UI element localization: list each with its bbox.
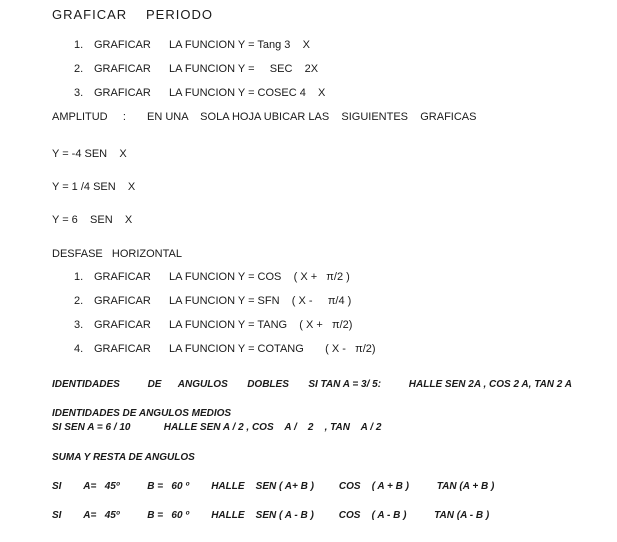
list-command: GRAFICAR <box>94 271 151 283</box>
list-number: 1. <box>74 271 84 283</box>
suma-resta-title: SUMA Y RESTA DE ANGULOS <box>52 452 195 463</box>
list-number: 3. <box>74 87 84 99</box>
suma-resta-row-2: SI A= 45º B = 60 º HALLE SEN ( A - B ) COS ( A - B ) TAN (A - B ) <box>52 510 490 521</box>
identidades-doubles-line: IDENTIDADES DE ANGULOS DOBLES SI TAN A = 3/ 5: HALLE SEN 2A , COS 2 A, TAN 2 A <box>52 379 572 390</box>
amplitud-equation-1: Y = -4 SEN X <box>52 148 127 160</box>
list-item-text: LA FUNCION Y = COTANG ( X - π/2) <box>169 343 376 355</box>
list-number: 4. <box>74 343 84 355</box>
amplitud-instruction: EN UNA SOLA HOJA UBICAR LAS SIGUIENTES GRAFICAS <box>147 111 477 123</box>
amplitud-equation-2: Y = 1 /4 SEN X <box>52 181 136 193</box>
list-item-text: LA FUNCION Y = COS ( X + π/2 ) <box>169 271 350 283</box>
list-number: 3. <box>74 319 84 331</box>
suma-resta-row-1: SI A= 45º B = 60 º HALLE SEN ( A+ B ) COS ( A + B ) TAN (A + B ) <box>52 481 495 492</box>
identidades-medios-line: SI SEN A = 6 / 10 HALLE SEN A / 2 , COS A / 2 , TAN A / 2 <box>52 422 382 433</box>
list-item-text: LA FUNCION Y = Tang 3 X <box>169 39 310 51</box>
list-item-text: LA FUNCION Y = COSEC 4 X <box>169 87 326 99</box>
list-number: 1. <box>74 39 84 51</box>
list-command: GRAFICAR <box>94 63 151 75</box>
list-item-text: LA FUNCION Y = SFN ( X - π/4 ) <box>169 295 352 307</box>
amplitud-label: AMPLITUD : <box>52 111 126 123</box>
list-item-text: LA FUNCION Y = TANG ( X + π/2) <box>169 319 353 331</box>
list-command: GRAFICAR <box>94 39 151 51</box>
amplitud-equation-3: Y = 6 SEN X <box>52 214 133 226</box>
desfase-title: DESFASE HORIZONTAL <box>52 248 182 260</box>
list-item-text: LA FUNCION Y = SEC 2X <box>169 63 319 75</box>
list-command: GRAFICAR <box>94 319 151 331</box>
list-command: GRAFICAR <box>94 343 151 355</box>
list-number: 2. <box>74 63 84 75</box>
heading-periodo: PERIODO <box>146 7 213 22</box>
list-command: GRAFICAR <box>94 87 151 99</box>
identidades-medios-title: IDENTIDADES DE ANGULOS MEDIOS <box>52 408 232 419</box>
heading-graficar: GRAFICAR <box>52 7 128 22</box>
list-number: 2. <box>74 295 84 307</box>
list-command: GRAFICAR <box>94 295 151 307</box>
